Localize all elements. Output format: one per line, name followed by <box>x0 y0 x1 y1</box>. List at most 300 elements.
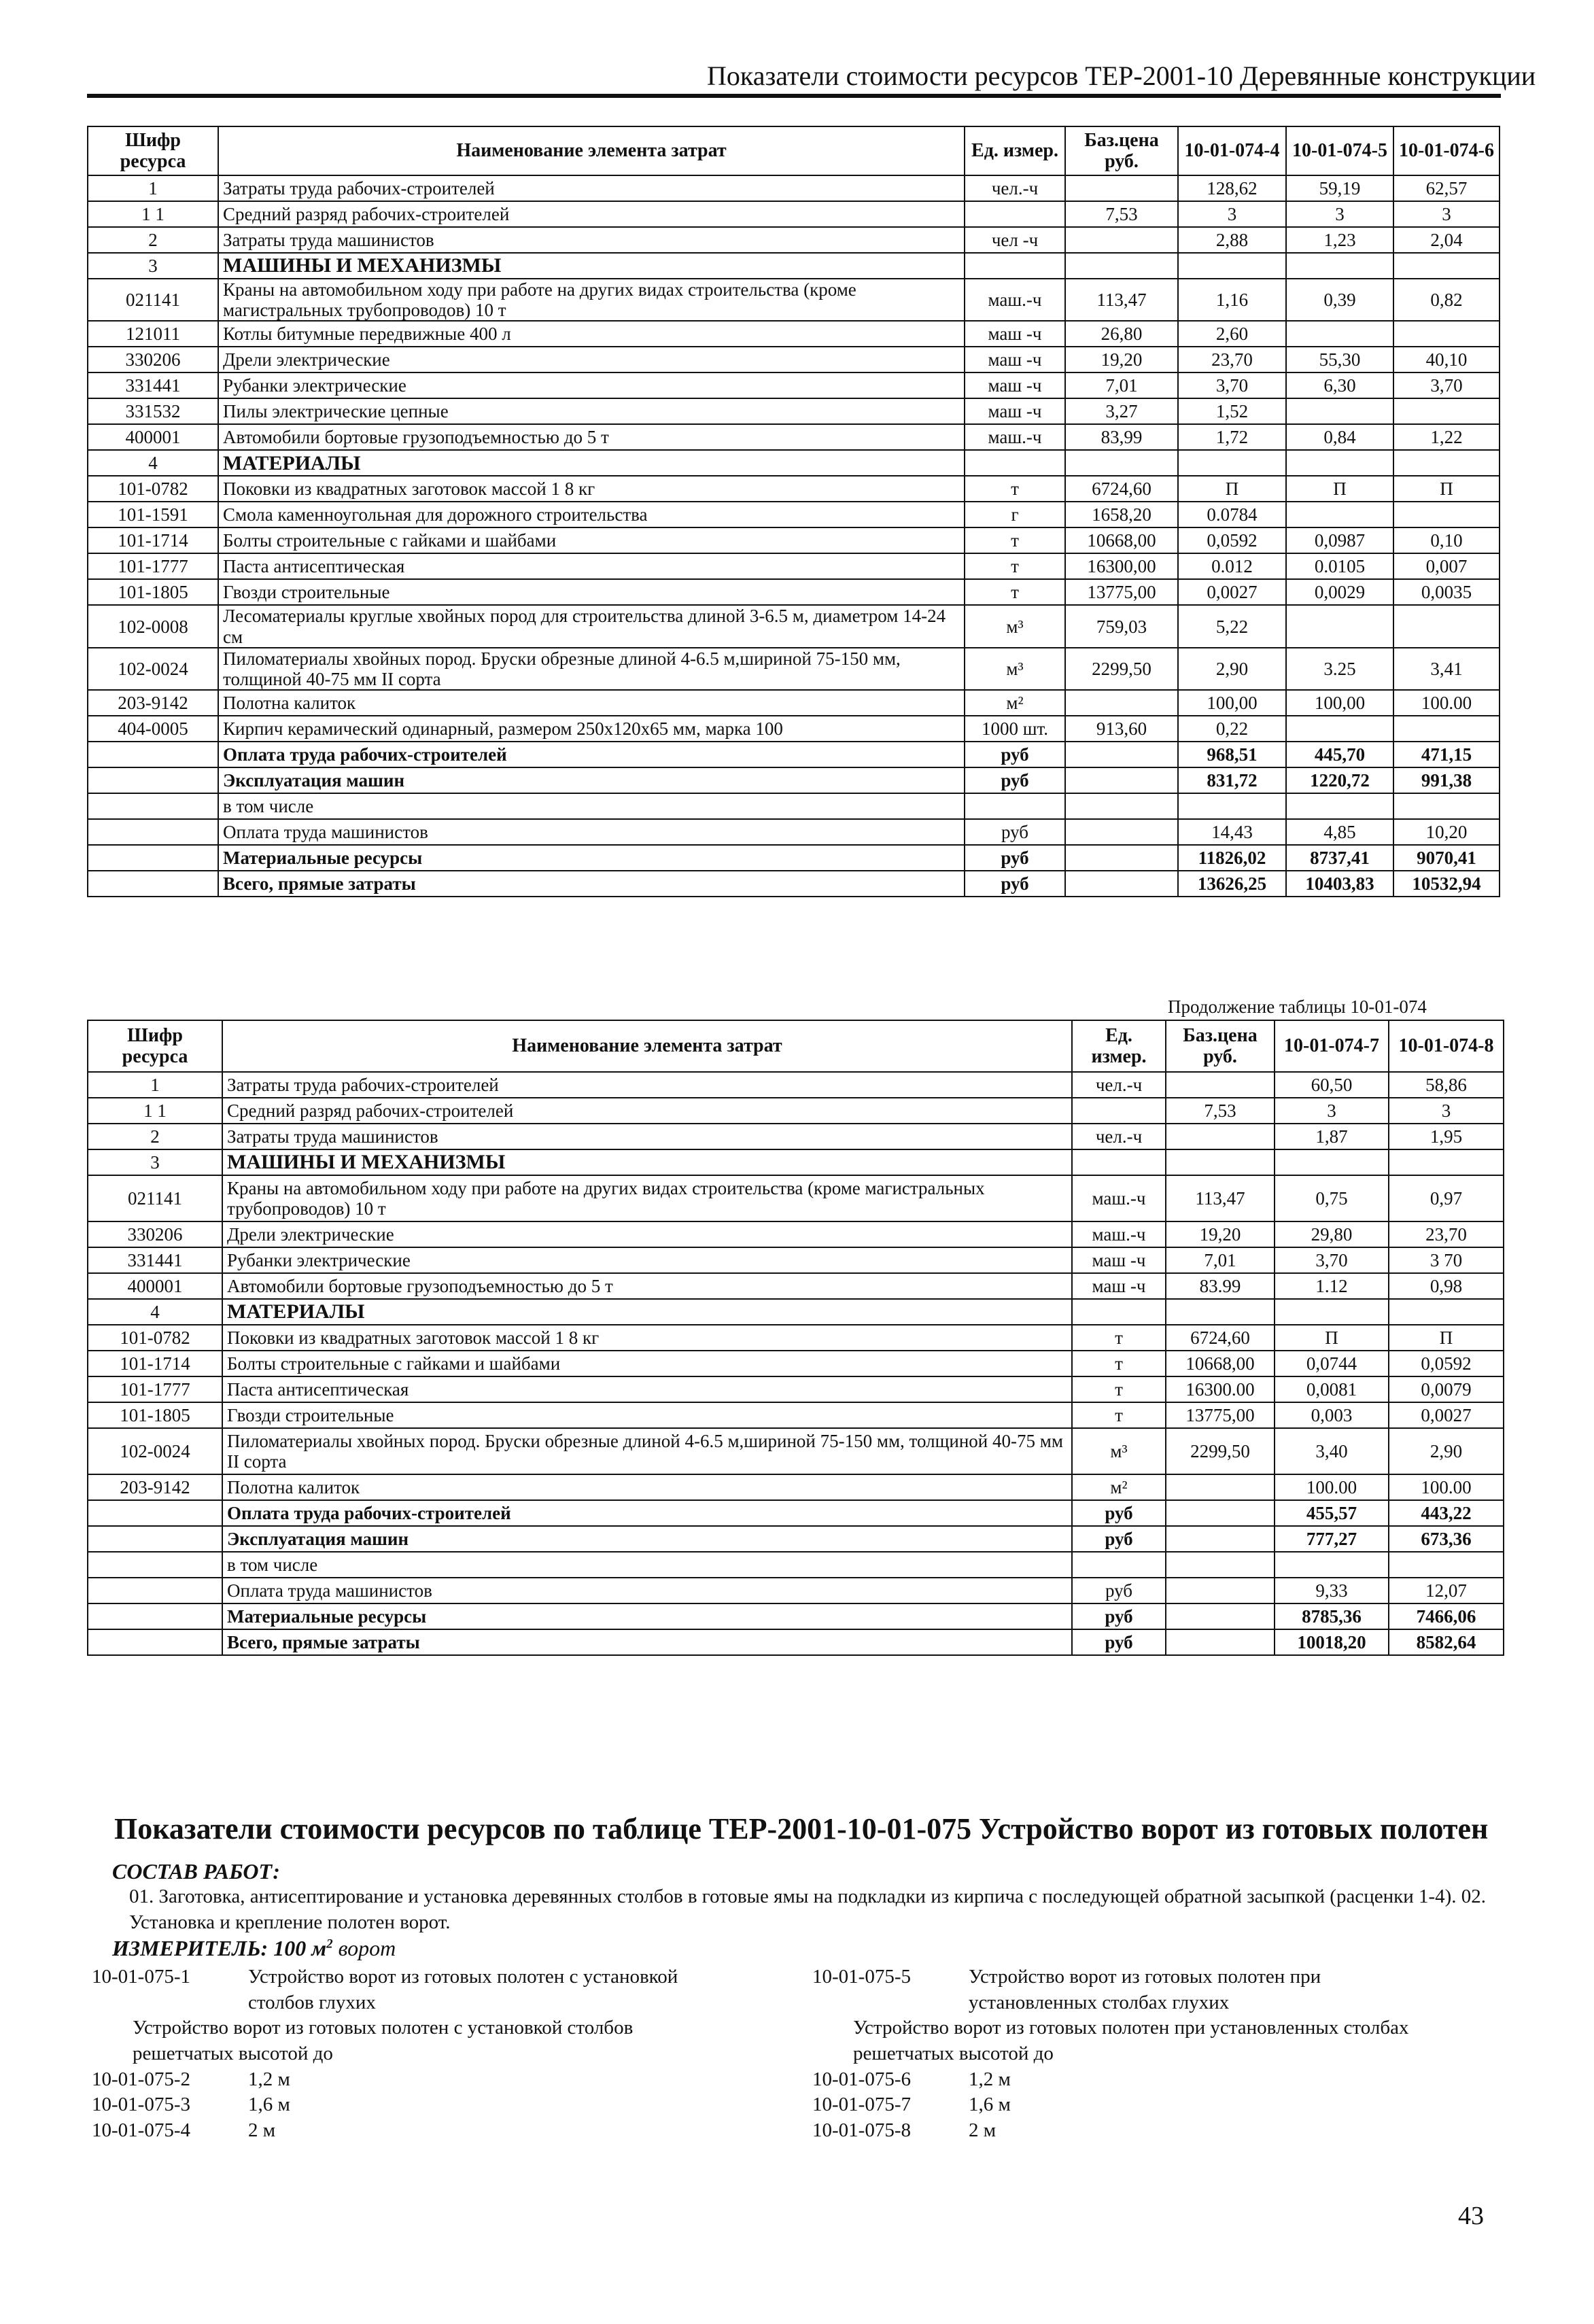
rate-value-cell: 40,10 <box>1393 347 1500 372</box>
header-rule <box>87 94 1501 98</box>
unit-cell <box>965 793 1065 819</box>
table-row <box>88 716 1500 742</box>
table-row <box>88 1500 1504 1526</box>
table-row <box>88 1247 1504 1273</box>
unit-cell: т <box>1072 1325 1166 1351</box>
base-price-cell: 16300.00 <box>1166 1376 1275 1402</box>
resource-code-cell: 101-0782 <box>88 1325 222 1351</box>
rate-value-cell: 59,19 <box>1286 175 1393 201</box>
rate-value-cell: 2,88 <box>1178 227 1286 253</box>
resource-name-cell: Поковки из квадратных заготовок массой 1 8 кг <box>222 1325 1072 1351</box>
table-row <box>88 579 1500 605</box>
rate-value-cell: 3 <box>1393 201 1500 227</box>
unit-cell: маш.-ч <box>1072 1175 1166 1221</box>
unit-cell <box>965 450 1065 476</box>
rate-value-cell: 6,30 <box>1286 372 1393 398</box>
resource-name-cell: Рубанки электрические <box>222 1247 1072 1273</box>
table-row <box>88 1273 1504 1299</box>
rate-value-cell: 0,0027 <box>1178 579 1286 605</box>
resource-name-cell: Котлы битумные передвижные 400 л <box>218 321 965 347</box>
rate-value-cell: 58,86 <box>1389 1072 1504 1098</box>
base-price-cell <box>1166 1149 1275 1175</box>
rate-value-cell <box>1275 1149 1389 1175</box>
variant-row <box>92 2118 724 2144</box>
resource-name-cell: Болты строительные с гайками и шайбами <box>218 527 965 553</box>
unit-cell <box>965 201 1065 227</box>
base-price-cell: 7,53 <box>1065 201 1178 227</box>
table-body <box>88 175 1500 897</box>
rate-value-cell: 11826,02 <box>1178 845 1286 871</box>
base-price-cell <box>1065 175 1178 201</box>
table-body <box>88 1072 1504 1655</box>
unit-cell: руб <box>965 742 1065 767</box>
resource-name-cell: Оплата труда рабочих-строителей <box>222 1500 1072 1526</box>
rate-value-cell: 1,23 <box>1286 227 1393 253</box>
resource-code-cell: 203-9142 <box>88 690 218 716</box>
rate-value-cell: 62,57 <box>1393 175 1500 201</box>
unit-cell: маш -ч <box>965 347 1065 372</box>
rate-value-cell <box>1393 502 1500 527</box>
unit-cell: руб <box>1072 1500 1166 1526</box>
base-price-cell: 759,03 <box>1065 605 1178 647</box>
rate-value-cell <box>1393 793 1500 819</box>
resource-name-cell: Полотна калиток <box>222 1474 1072 1500</box>
rate-value-cell: 0,0744 <box>1275 1351 1389 1376</box>
rate-value-cell <box>1393 450 1500 476</box>
col-header-unit: Ед. измер. <box>965 126 1065 175</box>
table-row <box>88 767 1500 793</box>
col-header-rate: 10-01-074-8 <box>1389 1020 1504 1072</box>
resource-code-cell <box>88 845 218 871</box>
resource-code-cell: 331532 <box>88 398 218 424</box>
unit-cell: м³ <box>965 605 1065 647</box>
resource-name-cell: Полотна калиток <box>218 690 965 716</box>
resource-name-cell: Рубанки электрические <box>218 372 965 398</box>
resource-code-cell: 2 <box>88 1124 222 1149</box>
rate-value-cell: 991,38 <box>1393 767 1500 793</box>
col-header-unit: Ед. измер. <box>1072 1020 1166 1072</box>
col-header-rate: 10-01-074-7 <box>1275 1020 1389 1072</box>
resource-name-cell: Пиломатериалы хвойных пород. Бруски обрезные длиной 4-6.5 м,шириной 75-150 мм, толщиной 40-75 мм II сорта <box>218 648 965 690</box>
table-row <box>88 742 1500 767</box>
unit-cell: т <box>965 579 1065 605</box>
base-price-cell <box>1166 1629 1275 1655</box>
base-price-cell: 16300,00 <box>1065 553 1178 579</box>
table-header-row <box>88 126 1500 175</box>
base-price-cell: 7,53 <box>1166 1098 1275 1124</box>
variant-code: 10-01-075-1 <box>92 1966 190 1988</box>
resource-code-cell <box>88 742 218 767</box>
resource-code-cell: 101-1777 <box>88 1376 222 1402</box>
base-price-cell <box>1065 742 1178 767</box>
base-price-cell: 2299,50 <box>1166 1428 1275 1474</box>
resource-code-cell <box>88 819 218 845</box>
resource-code-cell <box>88 1526 222 1552</box>
rate-value-cell: 3 <box>1275 1098 1389 1124</box>
resource-name-cell: Автомобили бортовые грузоподъемностью до 5 т <box>218 424 965 450</box>
rate-value-cell: 455,57 <box>1275 1500 1389 1526</box>
rate-value-cell: 100,00 <box>1178 690 1286 716</box>
resource-name-cell: Средний разряд рабочих-строителей <box>218 201 965 227</box>
resource-name-cell: Кирпич керамический одинарный, размером 250х120х65 мм, марка 100 <box>218 716 965 742</box>
table-row <box>88 372 1500 398</box>
resource-name-cell: Всего, прямые затраты <box>218 871 965 897</box>
rate-value-cell: 10,20 <box>1393 819 1500 845</box>
rate-value-cell: 2,90 <box>1178 648 1286 690</box>
variant-text: 1,6 м <box>969 2094 1011 2116</box>
rate-value-cell: 0.0784 <box>1178 502 1286 527</box>
rate-value-cell: 100.00 <box>1393 690 1500 716</box>
unit-cell <box>965 253 1065 279</box>
table-row <box>88 690 1500 716</box>
variant-group-text: Устройство ворот из готовых полотен при установленных столбах решетчатых высотой до <box>853 2017 1409 2065</box>
resource-code-cell: 330206 <box>88 1221 222 1247</box>
base-price-cell: 19,20 <box>1065 347 1178 372</box>
rate-value-cell: 1,22 <box>1393 424 1500 450</box>
rate-value-cell <box>1286 253 1393 279</box>
composition-label: СОСТАВ РАБОТ: <box>112 1859 280 1884</box>
table-row <box>88 450 1500 476</box>
meter-unit: ворот <box>338 1936 396 1960</box>
table-header-row <box>88 1020 1504 1072</box>
unit-cell: м³ <box>965 648 1065 690</box>
resource-name-cell: МАШИНЫ И МЕХАНИЗМЫ <box>222 1149 1072 1175</box>
rate-value-cell <box>1178 253 1286 279</box>
unit-cell: руб <box>1072 1603 1166 1629</box>
col-header-price: Баз.цена руб. <box>1166 1020 1275 1072</box>
base-price-cell <box>1065 767 1178 793</box>
variant-code: 10-01-075-7 <box>812 2094 911 2116</box>
rate-value-cell: 777,27 <box>1275 1526 1389 1552</box>
table-row <box>88 553 1500 579</box>
resource-name-cell: Эксплуатация машин <box>222 1526 1072 1552</box>
base-price-cell: 1658,20 <box>1065 502 1178 527</box>
resource-name-cell: в том числе <box>218 793 965 819</box>
rate-value-cell: 3.25 <box>1286 648 1393 690</box>
unit-cell: т <box>965 527 1065 553</box>
resource-code-cell: 1 1 <box>88 201 218 227</box>
rate-value-cell: 8737,41 <box>1286 845 1393 871</box>
table-row <box>88 1402 1504 1428</box>
rate-value-cell <box>1393 321 1500 347</box>
resource-name-cell: Паста антисептическая <box>222 1376 1072 1402</box>
unit-cell: маш -ч <box>1072 1247 1166 1273</box>
col-header-code: Шифр ресурса <box>88 126 218 175</box>
variant-row <box>812 2118 1444 2144</box>
rate-value-cell: П <box>1178 476 1286 502</box>
table-row <box>88 1351 1504 1376</box>
table-row <box>88 253 1500 279</box>
unit-cell: чел.-ч <box>1072 1124 1166 1149</box>
table-row <box>88 1629 1504 1655</box>
resource-name-cell: Дрели электрические <box>218 347 965 372</box>
unit-cell: руб <box>965 819 1065 845</box>
rate-value-cell: 29,80 <box>1275 1221 1389 1247</box>
rate-value-cell <box>1389 1299 1504 1325</box>
rate-value-cell: 0,0987 <box>1286 527 1393 553</box>
rate-value-cell: 100.00 <box>1389 1474 1504 1500</box>
resource-code-cell: 101-1805 <box>88 1402 222 1428</box>
variant-code: 10-01-075-8 <box>812 2119 911 2142</box>
base-price-cell: 6724,60 <box>1166 1325 1275 1351</box>
unit-cell <box>1072 1552 1166 1578</box>
unit-cell: м³ <box>1072 1428 1166 1474</box>
rate-value-cell: 0,0592 <box>1178 527 1286 553</box>
resource-code-cell: 121011 <box>88 321 218 347</box>
rate-value-cell: 8582,64 <box>1389 1629 1504 1655</box>
rate-value-cell: 0,97 <box>1389 1175 1504 1221</box>
unit-cell: чел.-ч <box>1072 1072 1166 1098</box>
variant-code: 10-01-075-5 <box>812 1966 911 1988</box>
base-price-cell: 113,47 <box>1166 1175 1275 1221</box>
base-price-cell <box>1166 1072 1275 1098</box>
rate-value-cell: 0,0035 <box>1393 579 1500 605</box>
meter-value: 100 м <box>273 1936 327 1960</box>
resource-name-cell: МАТЕРИАЛЫ <box>218 450 965 476</box>
base-price-cell: 113,47 <box>1065 279 1178 321</box>
base-price-cell <box>1166 1526 1275 1552</box>
resource-code-cell <box>88 1578 222 1603</box>
rate-value-cell: 471,15 <box>1393 742 1500 767</box>
rate-value-cell: 0,0081 <box>1275 1376 1389 1402</box>
resource-name-cell: Смола каменноугольная для дорожного строительства <box>218 502 965 527</box>
table-row <box>88 1526 1504 1552</box>
variant-row <box>812 2067 1444 2093</box>
resource-code-cell: 404-0005 <box>88 716 218 742</box>
rate-value-cell: 128,62 <box>1178 175 1286 201</box>
rate-value-cell <box>1275 1552 1389 1578</box>
col-header-rate: 10-01-074-6 <box>1393 126 1500 175</box>
rate-value-cell: 13626,25 <box>1178 871 1286 897</box>
resource-code-cell: 021141 <box>88 1175 222 1221</box>
resource-name-cell: Оплата труда машинистов <box>218 819 965 845</box>
unit-cell: чел -ч <box>965 227 1065 253</box>
rate-value-cell: 1,87 <box>1275 1124 1389 1149</box>
resource-code-cell <box>88 1629 222 1655</box>
rate-value-cell <box>1286 793 1393 819</box>
rate-value-cell: 445,70 <box>1286 742 1393 767</box>
rate-value-cell: 3 <box>1286 201 1393 227</box>
variant-text: Устройство ворот из готовых полотен с установкой столбов глухих <box>248 1966 678 2013</box>
unit-cell <box>1072 1149 1166 1175</box>
unit-cell: г <box>965 502 1065 527</box>
resource-code-cell: 102-0024 <box>88 648 218 690</box>
base-price-cell <box>1166 1552 1275 1578</box>
resource-code-cell: 102-0008 <box>88 605 218 647</box>
variant-text: 2 м <box>969 2119 997 2142</box>
rate-value-cell: 0,98 <box>1389 1273 1504 1299</box>
rate-value-cell: 3,70 <box>1393 372 1500 398</box>
rate-value-cell <box>1393 398 1500 424</box>
table-row <box>88 1603 1504 1629</box>
col-header-name: Наименование элемента затрат <box>218 126 965 175</box>
rate-value-cell: 0,84 <box>1286 424 1393 450</box>
base-price-cell <box>1166 1474 1275 1500</box>
variant-group-text: Устройство ворот из готовых полотен с установкой столбов решетчатых высотой до <box>133 2017 634 2065</box>
rate-value-cell: 2,90 <box>1389 1428 1504 1474</box>
rate-value-cell: 1,95 <box>1389 1124 1504 1149</box>
table-row <box>88 1098 1504 1124</box>
table-row <box>88 1474 1504 1500</box>
table-row <box>88 1578 1504 1603</box>
table-row <box>88 1221 1504 1247</box>
base-price-cell <box>1166 1500 1275 1526</box>
base-price-cell: 26,80 <box>1065 321 1178 347</box>
unit-cell: руб <box>965 845 1065 871</box>
resource-name-cell: Материальные ресурсы <box>222 1603 1072 1629</box>
rate-value-cell: 443,22 <box>1389 1500 1504 1526</box>
rate-value-cell <box>1286 398 1393 424</box>
resource-name-cell: Затраты труда машинистов <box>218 227 965 253</box>
variant-code: 10-01-075-3 <box>92 2094 190 2116</box>
resource-name-cell: Затраты труда рабочих-строителей <box>218 175 965 201</box>
table-row <box>88 1376 1504 1402</box>
rate-value-cell <box>1393 253 1500 279</box>
base-price-cell <box>1065 253 1178 279</box>
table-row <box>88 1299 1504 1325</box>
resource-code-cell: 4 <box>88 1299 222 1325</box>
unit-cell: руб <box>1072 1629 1166 1655</box>
rate-value-cell: 0,39 <box>1286 279 1393 321</box>
resource-code-cell <box>88 767 218 793</box>
table-row <box>88 227 1500 253</box>
unit-cell: т <box>965 476 1065 502</box>
unit-cell: маш.-ч <box>965 424 1065 450</box>
resource-name-cell: Поковки из квадратных заготовок массой 1 8 кг <box>218 476 965 502</box>
resource-name-cell: в том числе <box>222 1552 1072 1578</box>
rate-value-cell: 4,85 <box>1286 819 1393 845</box>
rate-value-cell: 0,007 <box>1393 553 1500 579</box>
rate-value-cell: 0,0027 <box>1389 1402 1504 1428</box>
rate-value-cell <box>1286 716 1393 742</box>
resource-name-cell: Пилы электрические цепные <box>218 398 965 424</box>
unit-cell: маш -ч <box>965 398 1065 424</box>
base-price-cell <box>1065 690 1178 716</box>
base-price-cell <box>1166 1299 1275 1325</box>
rate-value-cell: 9070,41 <box>1393 845 1500 871</box>
col-header-code: Шифр ресурса <box>88 1020 222 1072</box>
resource-code-cell <box>88 871 218 897</box>
resource-code-cell: 101-0782 <box>88 476 218 502</box>
unit-cell: м² <box>1072 1474 1166 1500</box>
rate-value-cell: 3 70 <box>1389 1247 1504 1273</box>
rate-value-cell: 23,70 <box>1389 1221 1504 1247</box>
table-row <box>88 502 1500 527</box>
rate-value-cell: 0.0105 <box>1286 553 1393 579</box>
resource-code-cell <box>88 793 218 819</box>
table-row <box>88 1124 1504 1149</box>
variant-code: 10-01-075-2 <box>92 2068 190 2090</box>
section-subtitle: Устройство ворот из готовых полотен <box>979 1812 1489 1845</box>
col-header-name: Наименование элемента затрат <box>222 1020 1072 1072</box>
col-header-rate: 10-01-074-4 <box>1178 126 1286 175</box>
resource-code-cell: 331441 <box>88 1247 222 1273</box>
rate-value-cell: 10403,83 <box>1286 871 1393 897</box>
variant-row <box>812 1964 1444 2015</box>
base-price-cell <box>1065 227 1178 253</box>
base-price-cell <box>1166 1603 1275 1629</box>
base-price-cell: 7,01 <box>1166 1247 1275 1273</box>
rate-value-cell: 12,07 <box>1389 1578 1504 1603</box>
table-row <box>88 424 1500 450</box>
resource-code-cell: 1 <box>88 1072 222 1098</box>
rate-value-cell: 1220,72 <box>1286 767 1393 793</box>
rate-value-cell: 10018,20 <box>1275 1629 1389 1655</box>
unit-cell: чел.-ч <box>965 175 1065 201</box>
rate-value-cell <box>1286 321 1393 347</box>
variant-text: 2 м <box>248 2119 276 2142</box>
resource-code-cell: 021141 <box>88 279 218 321</box>
variant-row <box>92 2092 724 2118</box>
rate-value-cell <box>1286 605 1393 647</box>
resource-code-cell: 101-1714 <box>88 527 218 553</box>
table-row <box>88 1552 1504 1578</box>
variant-row <box>812 2092 1444 2118</box>
continuation-caption: Продолжение таблицы 10-01-074 <box>1168 996 1427 1017</box>
base-price-cell <box>1065 845 1178 871</box>
resource-name-cell: Лесоматериалы круглые хвойных пород для строительства длиной 3-6.5 м, диаметром 14-24 см <box>218 605 965 647</box>
base-price-cell <box>1065 793 1178 819</box>
rate-value-cell <box>1275 1299 1389 1325</box>
resource-name-cell: Гвозди строительные <box>222 1402 1072 1428</box>
resource-code-cell: 101-1591 <box>88 502 218 527</box>
rate-value-cell: 23,70 <box>1178 347 1286 372</box>
rate-value-cell: 2,60 <box>1178 321 1286 347</box>
meter-sup: 2 <box>326 1937 333 1952</box>
page-number: 43 <box>1458 2202 1484 2230</box>
rate-value-cell <box>1389 1552 1504 1578</box>
variant-text: Устройство ворот из готовых полотен при установленных столбах глухих <box>969 1966 1321 2013</box>
resource-name-cell: Эксплуатация машин <box>218 767 965 793</box>
meter-label <box>112 1936 396 1961</box>
table-row <box>88 476 1500 502</box>
unit-cell: т <box>1072 1402 1166 1428</box>
unit-cell <box>1072 1098 1166 1124</box>
unit-cell: руб <box>965 767 1065 793</box>
resource-name-cell: Паста антисептическая <box>218 553 965 579</box>
variants-left <box>92 1964 724 2144</box>
resource-code-cell <box>88 1552 222 1578</box>
rate-value-cell: 0,0029 <box>1286 579 1393 605</box>
base-price-cell: 6724,60 <box>1065 476 1178 502</box>
resource-code-cell: 1 1 <box>88 1098 222 1124</box>
resource-name-cell: Материальные ресурсы <box>218 845 965 871</box>
resource-code-cell: 3 <box>88 253 218 279</box>
rate-value-cell: 0,10 <box>1393 527 1500 553</box>
base-price-cell: 913,60 <box>1065 716 1178 742</box>
rate-value-cell <box>1286 502 1393 527</box>
table-row <box>88 605 1500 647</box>
resource-name-cell: Краны на автомобильном ходу при работе на других видах строительства (кроме магистральных трубопроводов) 10 т <box>222 1175 1072 1221</box>
base-price-cell: 7,01 <box>1065 372 1178 398</box>
resource-code-cell: 101-1777 <box>88 553 218 579</box>
rate-value-cell: 3 <box>1178 201 1286 227</box>
rate-value-cell: 968,51 <box>1178 742 1286 767</box>
rate-value-cell: П <box>1393 476 1500 502</box>
rate-value-cell: 0,003 <box>1275 1402 1389 1428</box>
resource-code-cell: 400001 <box>88 1273 222 1299</box>
rate-value-cell <box>1178 450 1286 476</box>
table-row <box>88 845 1500 871</box>
resource-name-cell: Автомобили бортовые грузоподъемностью до 5 т <box>222 1273 1072 1299</box>
rate-value-cell: 60,50 <box>1275 1072 1389 1098</box>
resource-name-cell: Пиломатериалы хвойных пород. Бруски обрезные длиной 4-6.5 м,шириной 75-150 мм, толщиной 40-75 мм II сорта <box>222 1428 1072 1474</box>
resource-name-cell: Дрели электрические <box>222 1221 1072 1247</box>
col-header-price: Баз.цена руб. <box>1065 126 1178 175</box>
section-title: Показатели стоимости ресурсов по таблице ТЕР-2001-10-01-075 <box>114 1812 972 1845</box>
running-header: Показатели стоимости ресурсов ТЕР-2001-10 Деревянные конструкции <box>707 60 1536 91</box>
table-row <box>88 648 1500 690</box>
